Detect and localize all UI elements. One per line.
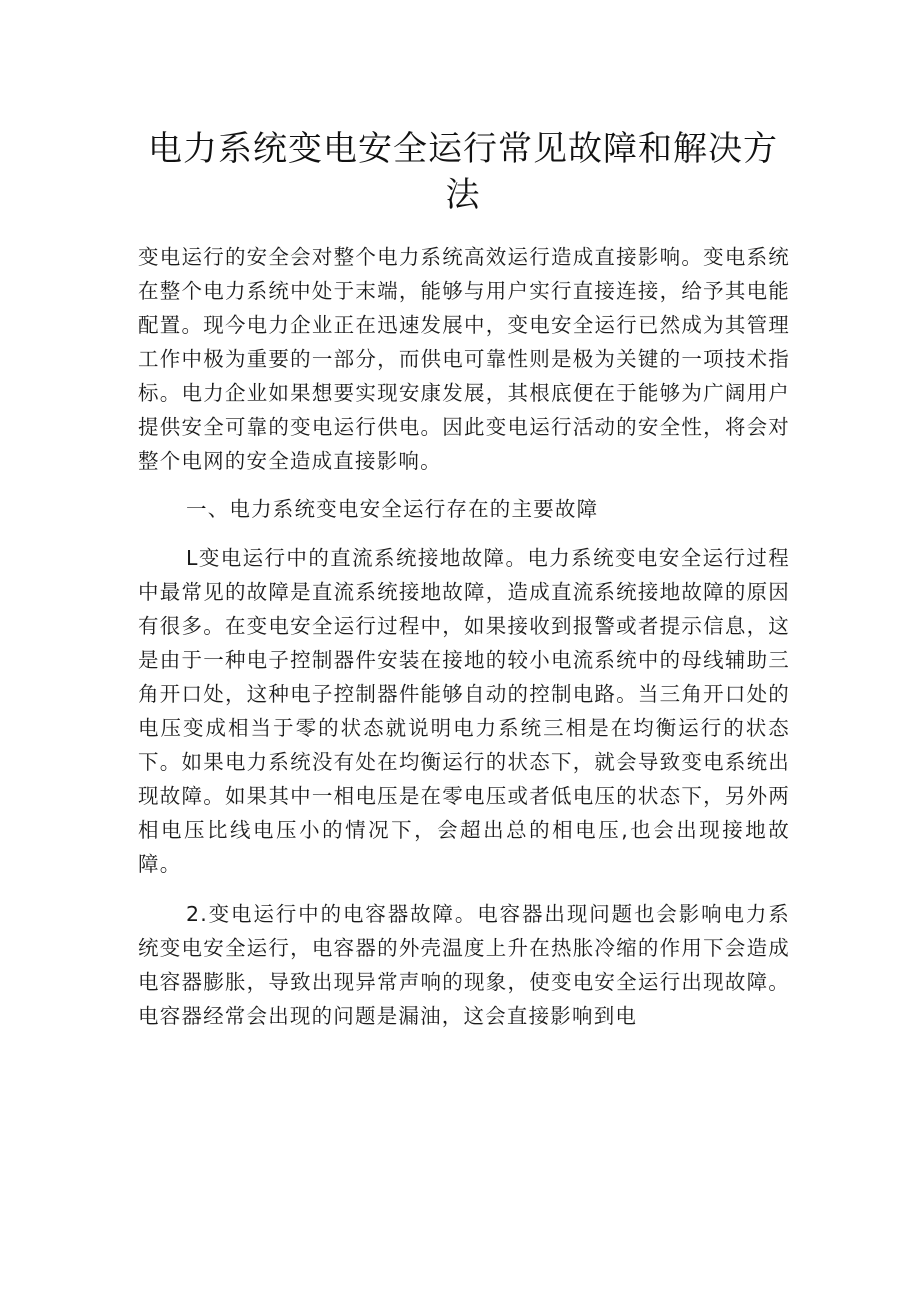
document-title (138, 126, 788, 218)
intro-paragraph: 变电运行的安全会对整个电力系统高效运行造成直接影响。变电系统在整个电力系统中处于末端，能够与用户实行直接连接，给予其电能配置。现今电力企业正在迅速发展中，变电安全运行已然成为其管理工作中极为重要的一部分，而供电可靠性则是极为关键的一项技术指标。电力企业如果想要实现安康发展，其根底便在于能够为广阔用户提供安全可靠的变电运行供电。因此变电运行活动的安全性，将会对整个电网的安全造成直接影响。 (138, 245, 790, 473)
body-paragraph-2: 2.变电运行中的电容器故障。电容器出现问题也会影响电力系统变电安全运行，电容器的外壳温度上升在热胀冷缩的作用下会造成电容器膨胀，导致出现异常声响的现象，使变电安全运行出现故障。电容器经常会出现的问题是漏油，这会直接影响到电 (138, 902, 790, 1028)
body-paragraph-1: L变电运行中的直流系统接地故障。电力系统变电安全运行过程中最常见的故障是直流系统接地故障，造成直流系统接地故障的原因有很多。在变电安全运行过程中，如果接收到报警或者提示信息，这是由于一种电子控制器件安装在接地的较小电流系统中的母线辅助三角开口处，这种电子控制器件能够自动的控制电路。当三角开口处的电压变成相当于零的状态就说明电力系统三相是在均衡运行的状态下。如果电力系统没有处在均衡运行的状态下，就会导致变电系统出现故障。如果其中一相电压是在零电压或者低电压的状态下，另外两相电压比线电压小的情况下，会超出总的相电压,也会出现接地故障。 (138, 546, 790, 876)
section-heading: 一、电力系统变电安全运行存在的主要故障 (186, 497, 599, 521)
document-body (138, 240, 790, 1033)
title-line-2: 法 (445, 175, 481, 215)
title-line-1: 电力系统变电安全运行常见故障和解决方 (148, 129, 778, 169)
